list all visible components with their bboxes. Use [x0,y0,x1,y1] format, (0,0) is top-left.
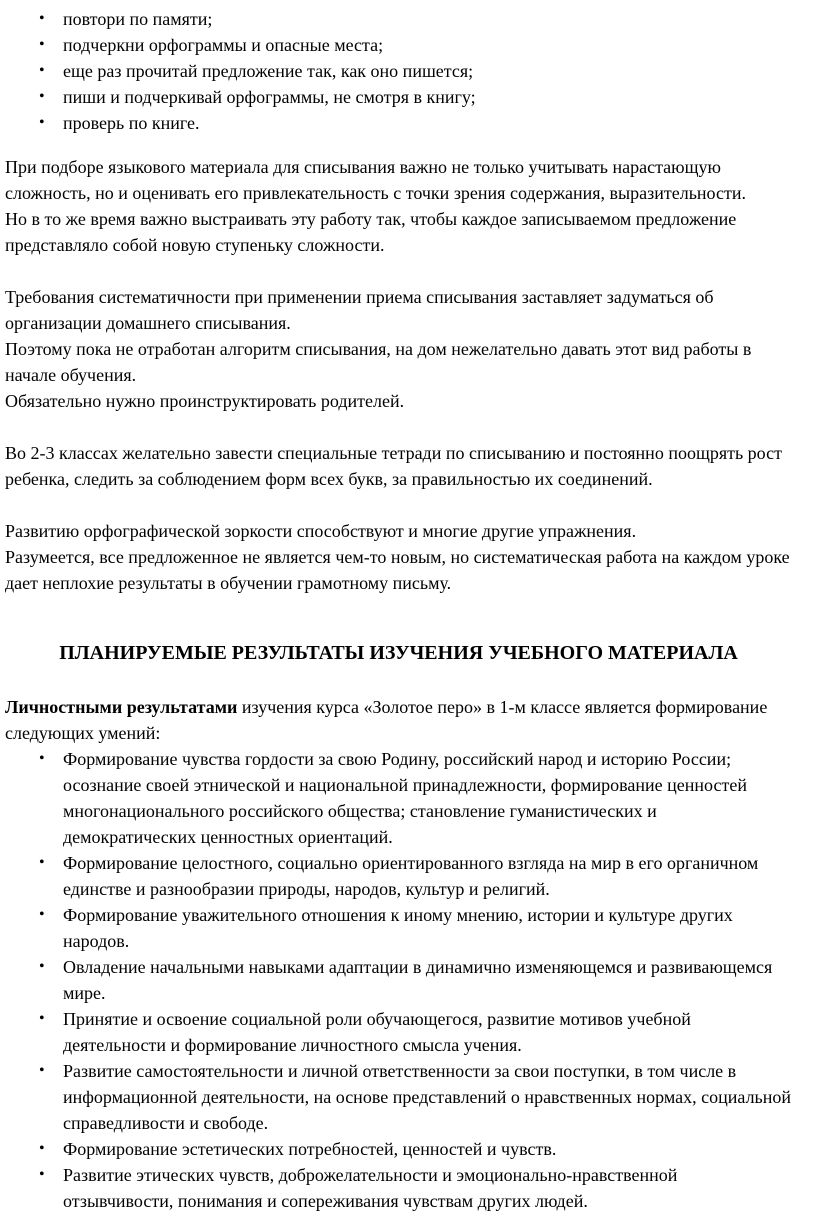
bullet-icon: • [39,88,45,105]
bullet-icon: • [39,750,45,767]
list-item-text: Овладение начальными навыками адаптации в динамично изменяющемся и развивающемся мире. [63,957,773,1003]
bullet-icon: • [39,10,45,27]
list-item [39,902,792,954]
list-item [39,6,792,32]
list-item-text: Формирование уважительного отношения к иному мнению, истории и культуре других народов. [63,905,733,951]
paragraph: При подборе языкового материала для списывания важно не только учитывать нарастающую сложность, но и оценивать его привлекательность с точки зрения содержания, выразительности. [5,157,746,203]
bullet-icon: • [39,854,45,871]
list-item [39,84,792,110]
spacer [5,136,792,154]
list-item [39,1136,792,1162]
list-item [39,110,792,136]
spacer [5,414,792,440]
list-item-text: Формирование эстетических потребностей, ценностей и чувств. [63,1139,557,1159]
spacer [5,492,792,518]
section-heading: ПЛАНИРУЕМЫЕ РЕЗУЛЬТАТЫ ИЗУЧЕНИЯ УЧЕБНОГО МАТЕРИАЛА [59,642,738,664]
intro-text: изучения курса «Золотое перо» в 1-м классе является формирование следующих умений: [5,697,768,743]
bullet-icon: • [39,958,45,975]
list-item-text: Принятие и освоение социальной роли обучающегося, развитие мотивов учебной деятельности и формирование личностного смысла учения. [63,1009,691,1055]
list-item [39,58,792,84]
personal-results-list [5,746,792,1214]
paragraph: Во 2-3 классах желательно завести специальные тетради по списыванию и постоянно поощрять рост ребенка, следить за соблюдением форм всех букв, за правильностью их соединений. [5,443,782,489]
bullet-icon: • [39,906,45,923]
paragraph: Разумеется, все предложенное не является чем-то новым, но систематическая работа на каждом уроке дает неплохие результаты в обучении грамотному письму. [5,547,790,593]
paragraph: Но в то же время важно выстраивать эту работу так, чтобы каждое записываемом предложение представляло собой новую ступеньку сложности. [5,209,737,255]
bullet-icon: • [39,1062,45,1079]
bullet-icon: • [39,1140,45,1157]
list-item-text: пиши и подчеркивай орфограммы, не смотря в книгу; [63,87,476,107]
list-item [39,954,792,1006]
copying-steps-list [5,6,792,136]
spacer [5,258,792,284]
list-item [39,1006,792,1058]
paragraph: Обязательно нужно проинструктировать родителей. [5,391,405,411]
list-item [39,32,792,58]
list-item [39,850,792,902]
list-item-text: Формирование целостного, социально ориентированного взгляда на мир в его органичном единстве и разнообразии природы, народов, культур и религий. [63,853,759,899]
intro-paragraph [5,694,792,746]
paragraph: Поэтому пока не отработан алгоритм списывания, на дом нежелательно давать этот вид работы в начале обучения. [5,339,752,385]
list-item-text: подчеркни орфограммы и опасные места; [63,35,384,55]
bullet-icon: • [39,36,45,53]
bullet-icon: • [39,62,45,79]
list-item-text: еще раз прочитай предложение так, как оно пишется; [63,61,474,81]
paragraph: Развитию орфографической зоркости способствуют и многие другие упражнения. [5,521,637,541]
paragraph: Требования систематичности при применении приема списывания заставляет задуматься об организации домашнего списывания. [5,287,714,333]
list-item [39,1058,792,1136]
list-item-text: Развитие самостоятельности и личной ответственности за свои поступки, в том числе в информационной деятельности, на основе представлений о нравственных нормах, социальной справедливости и свободе. [63,1061,792,1133]
list-item [39,1162,792,1214]
bullet-icon: • [39,1010,45,1027]
list-item-text: повтори по памяти; [63,9,213,29]
list-item-text: Формирование чувства гордости за свою Родину, российский народ и историю России; осознание своей этнической и национальной принадлежности, формирование ценностей многонационального российского общества; становление гуманистических и демократических ценностных ориентаций. [63,749,747,847]
list-item-text: Развитие этических чувств, доброжелательности и эмоционально-нравственной отзывчивости, понимания и сопереживания чувствам других людей. [63,1165,678,1211]
intro-bold-text: Личностными результатами [5,697,238,717]
list-item-text: проверь по книге. [63,113,200,133]
list-item [39,746,792,850]
bullet-icon: • [39,114,45,131]
bullet-icon: • [39,1166,45,1183]
